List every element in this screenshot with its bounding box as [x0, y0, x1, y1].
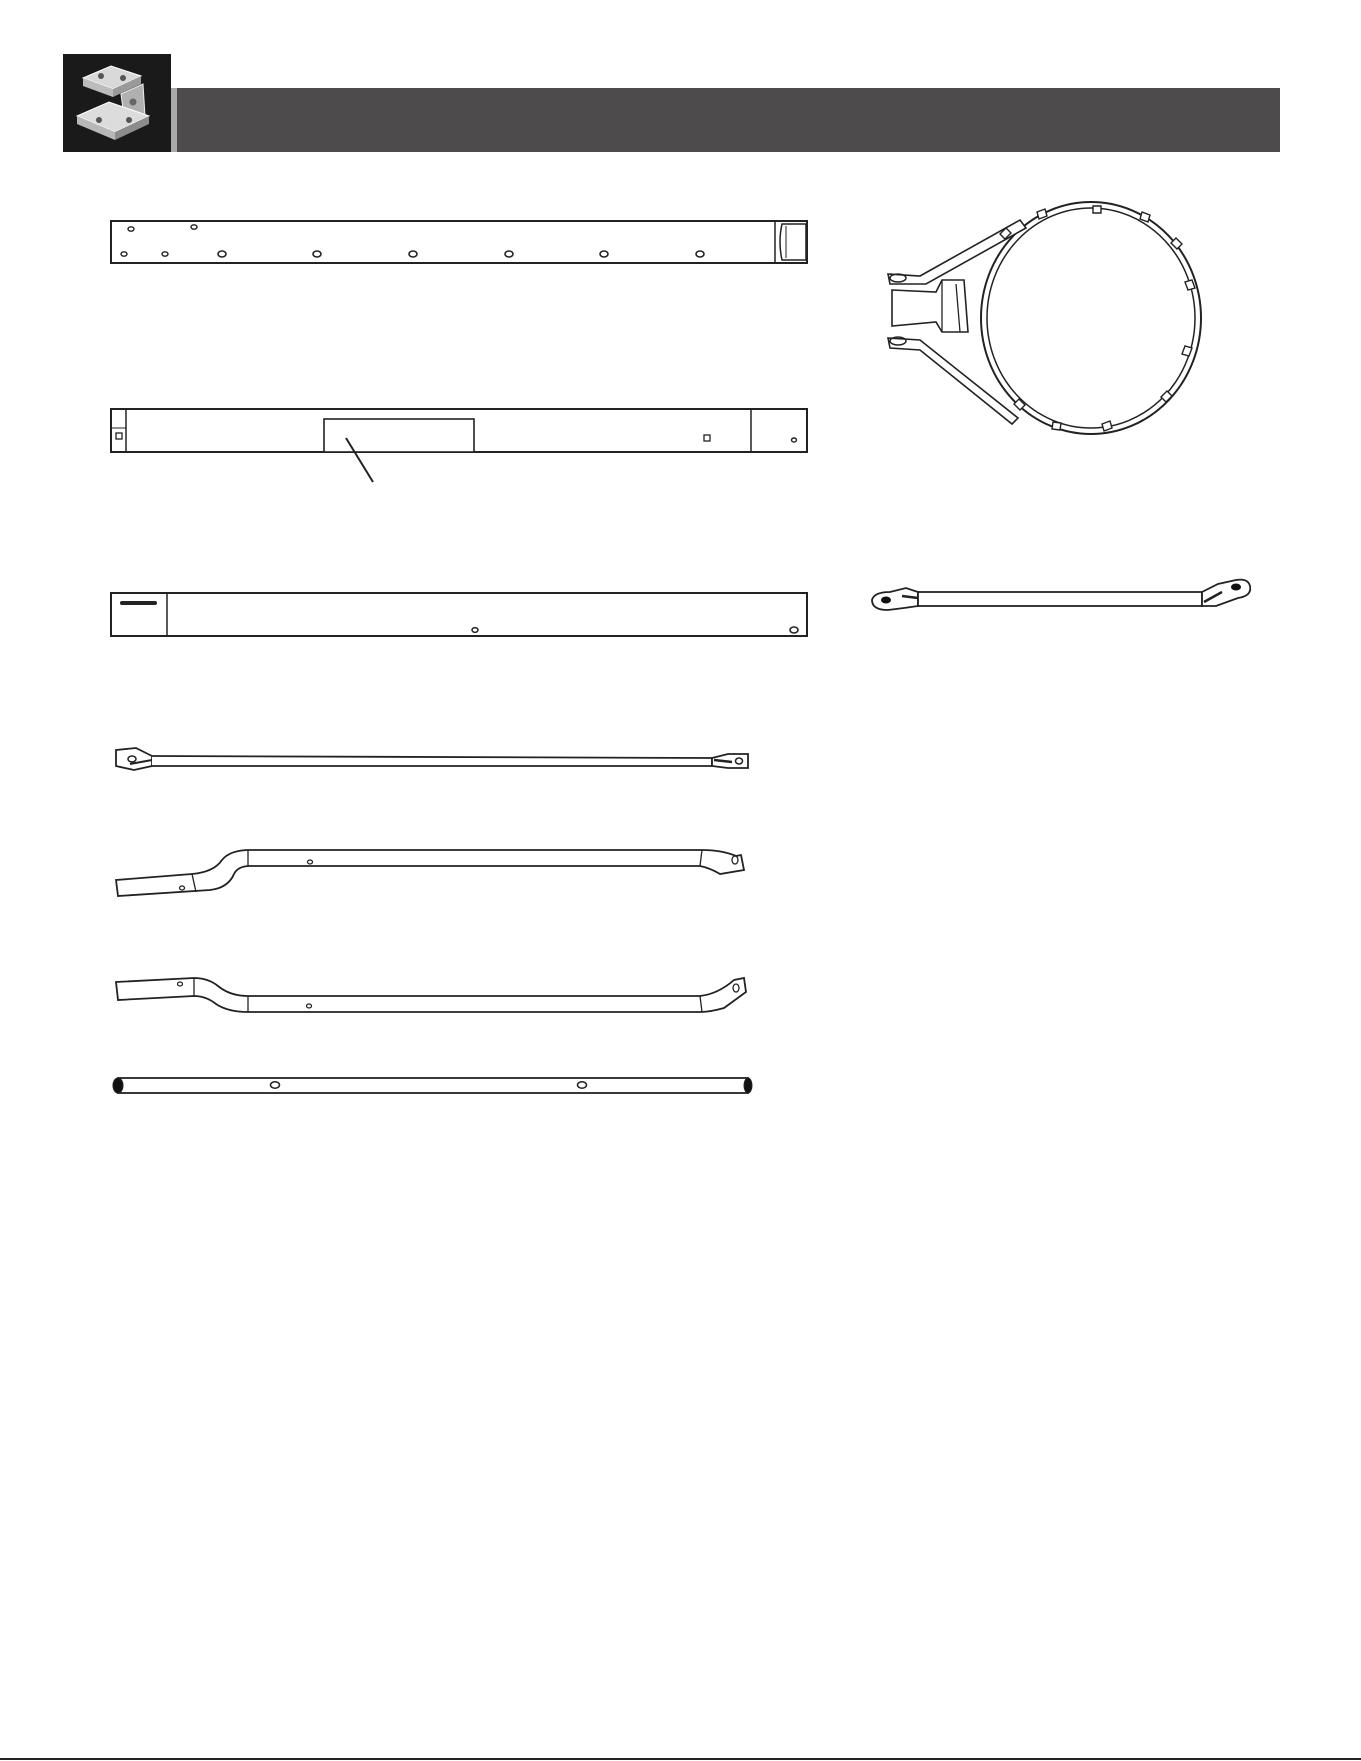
bent-tube-upper [110, 848, 760, 908]
rail-with-label-panel [110, 406, 810, 496]
footer-rule [0, 1758, 1361, 1760]
short-brace [868, 574, 1268, 624]
section-title-bar [171, 88, 1280, 152]
rail-with-holes [110, 218, 810, 268]
hoop-frame [880, 198, 1210, 448]
brace-with-flat-ends [110, 742, 760, 782]
bent-tube-lower [110, 968, 760, 1028]
bracket-hardware-icon [63, 54, 171, 152]
straight-tube [110, 1072, 760, 1102]
section-icon-box [63, 54, 171, 152]
rail-with-slot [110, 590, 810, 640]
